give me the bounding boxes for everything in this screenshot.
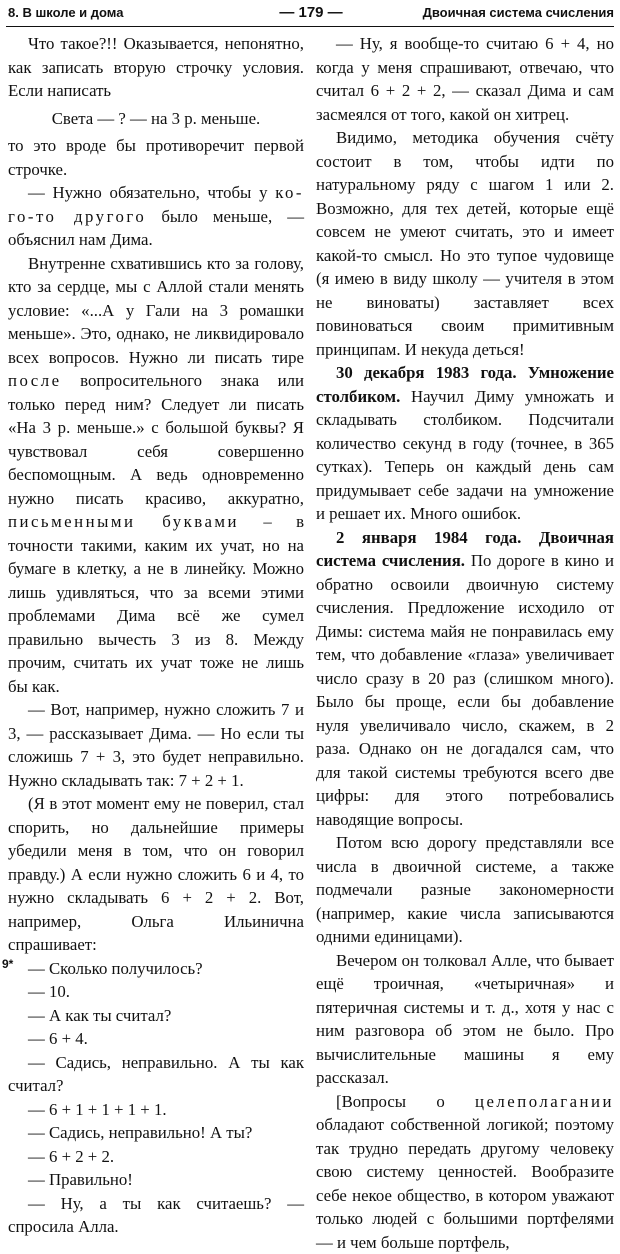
- condition-line: Света — ? — на 3 р. меньше.: [8, 107, 304, 131]
- running-header: [8, 2, 614, 24]
- text-run: – в точности такими, каким их учат, но на бумаге в клетку, а не в линейку. Можно лишь удивляться, что за всеми этими проблемами Дима всё же сумел правильно вычесть 3 из 8. Между прочим, считать их учат тоже не лишь бы как.: [8, 512, 304, 696]
- paragraph: (Я в этот момент ему не поверил, стал спорить, но дальнейшие примеры убедили меня в том, что он говорил правду.) А если нужно сложить 6 и 4, то нужно складывать 6 + 2 + 2. Вот, например, Ольга Ильинична спрашивает:: [8, 792, 304, 957]
- dialogue-line: — Ну, а ты как считаешь? — спросила Алла.: [8, 1192, 304, 1239]
- text-run: Внутренне схватившись кто за голову, кто за сердце, мы с Аллой стали менять условие: «...А у Гали на 3 ромашки меньше». Это, однако, не ликвидировало всех вопросов. Нужно ли писать тире: [8, 254, 304, 367]
- dialogue-line: — Сколько получилось?: [8, 957, 304, 981]
- paragraph: Видимо, методика обучения счёту состоит в том, чтобы идти по натуральному ряду с шагом 1 или 2. Возможно, для тех детей, которые ещё совсем не умеют считать, это и имеет какой-то смысл. Но это тупое чудовище (я имею в виду школу — учителя в этом не виноваты) заставляет всех повиноваться своим примитивным принципам. И некуда деться!: [316, 126, 614, 361]
- text-run: [Вопросы о: [336, 1092, 475, 1111]
- paragraph: Потом всю дорогу представляли все числа в двоичной системе, а также подмечали разные закономерности (например, какие числа записываются одними единицами).: [316, 831, 614, 949]
- text-run: Научил Диму умножать и складывать столбиком. Подсчитали количество секунд в году (точнее, в 365 сутках). Теперь он каждый день сам придумывает себе задачи на умножение и решает их. Много ошибок.: [316, 387, 614, 524]
- paragraph: Что такое?!! Оказывается, непонятно, как записать вторую строчку условия. Если написать: [8, 32, 304, 103]
- spaced-emphasis: после: [8, 371, 62, 390]
- page-number: — 179 —: [8, 2, 614, 24]
- entry-heading: 2 января 1984 года. Двоичная система счисления.: [316, 528, 614, 571]
- dialogue-line: — 6 + 1 + 1 + 1 + 1.: [8, 1098, 304, 1122]
- paragraph: [8, 181, 304, 252]
- spaced-emphasis: письменными буквами: [8, 512, 239, 531]
- left-column: [8, 32, 304, 1239]
- spaced-emphasis: ко-го-то другого: [8, 183, 304, 226]
- text-run: было меньше, — объяснил нам Дима.: [8, 207, 304, 250]
- text-run: вопросительного знака или только перед ним? Следует ли писать «На 3 р. меньше.» с большой буквы? Я чувствовал себя совершенно беспомощным. А ведь одновременно нужно писать красиво, аккуратно,: [8, 371, 304, 508]
- paragraph: то это вроде бы противоречит первой строчке.: [8, 134, 304, 181]
- right-column: [316, 32, 614, 1254]
- chapter-title: 8. В школе и дома: [8, 2, 123, 24]
- paragraph: — Вот, например, нужно сложить 7 и 3, — рассказывает Дима. — Но если ты сложишь 7 + 3, это будет неправильно. Нужно складывать так: 7 + 2 + 1.: [8, 698, 304, 792]
- text-run: — Нужно обязательно, чтобы у: [28, 183, 275, 202]
- header-rule: [6, 26, 614, 27]
- paragraph: — Ну, я вообще-то считаю 6 + 4, но когда у меня спрашивают, отвечаю, что считал 6 + 2 + 2, — сказал Дима и сам засмеялся от того, какой он хитрец.: [316, 32, 614, 126]
- diary-entry: [316, 526, 614, 832]
- dialogue-line: — А как ты считал?: [8, 1004, 304, 1028]
- diary-entry: [316, 361, 614, 526]
- paragraph: [316, 1090, 614, 1254]
- dialogue-line: — Правильно!: [8, 1168, 304, 1192]
- signature-mark: 9*: [2, 957, 13, 971]
- dialogue-line: — 6 + 2 + 2.: [8, 1145, 304, 1169]
- text-run: обладают собственной логикой; поэтому так трудно передать другому человеку свою систему ценностей. Вообразите себе некое общество, в котором уважают только людей с большими портфелями — и чем больше портфель,: [316, 1115, 614, 1252]
- dialogue-line: — Садись, неправильно. А ты как считал?: [8, 1051, 304, 1098]
- paragraph: Вечером он толковал Алле, что бывает ещё троичная, «четыричная» и пятеричная системы и т. д., хотя у нас с ним разговора об этом не было. Про вычислительные машины я ему рассказал.: [316, 949, 614, 1090]
- paragraph: [8, 252, 304, 699]
- entry-heading: 30 декабря 1983 года. Умножение столбиком.: [316, 363, 614, 406]
- dialogue-line: — 6 + 4.: [8, 1027, 304, 1051]
- dialogue-line: — 10.: [8, 980, 304, 1004]
- dialogue-line: — Садись, неправильно! А ты?: [8, 1121, 304, 1145]
- text-run: По дороге в кино и обратно освоили двоичную систему счисления. Предложение исходило от Димы: система майя не понравилась ему тем, что добавление «глаза» увеличивает число сразу в 20 раз (слишком много). Было бы проще, если бы добавление нуля увеличивало число, скажем, в 2 раза. Однако он не догадался сам, что для такой системы требуются всего две цифры: для этого потребовались наводящие вопросы.: [316, 551, 614, 829]
- section-title: Двоичная система счисления: [423, 2, 614, 24]
- spaced-emphasis: целеполагании: [475, 1092, 614, 1111]
